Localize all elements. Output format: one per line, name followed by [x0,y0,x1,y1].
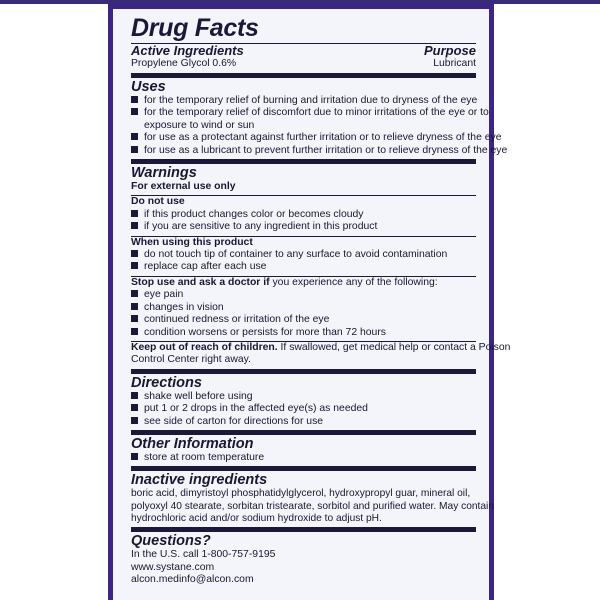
purpose-value: Lubricant [433,58,476,69]
bullet-icon [131,262,138,269]
list-item: do not touch tip of container to any surface to avoid contamination [131,249,476,261]
list-item: for use as a lubricant to prevent further irritation or to relieve dryness of the eye [131,145,476,157]
email-link[interactable]: alcon.medinfo@alcon.com [131,574,254,586]
questions-section [131,533,476,586]
bullet-icon [131,146,138,153]
inactive-ingredients-line: polyoxyl 40 stearate, sorbitan tristearate, sorbitol and purified water. May contain [131,500,494,512]
website-link[interactable]: www.systane.com [131,561,215,573]
list-item-continuation: exposure to wind or sun [144,119,255,131]
active-ingredient-row [131,58,476,70]
directions-section [131,375,476,428]
list-item: continued redness or irritation of the eye [131,314,476,326]
do-not-use-heading: Do not use [131,196,185,208]
list-item: if you are sensitive to any ingredient in this product [131,221,476,233]
uses-heading: Uses [131,79,166,95]
uses-section [131,79,508,157]
bullet-icon [131,222,138,229]
list-item: condition worsens or persists for more than 72 hours [131,327,476,339]
bullet-icon [131,328,138,335]
bullet-icon [131,210,138,217]
bullet-icon [131,453,138,460]
list-item: see side of carton for directions for use [131,416,476,428]
inactive-ingredients-section [131,472,494,525]
inactive-ingredients-heading: Inactive ingredients [131,472,268,489]
bullet-icon [131,392,138,399]
bullet-icon [131,96,138,103]
bullet-icon [131,315,138,322]
drug-facts-content [131,13,511,586]
directions-heading: Directions [131,374,202,391]
list-item: replace cap after each use [131,261,476,273]
active-ingredients-heading: Active Ingredients [131,43,244,58]
warnings-section [131,165,511,367]
bullet-icon [131,404,138,411]
active-ingredients-header [131,44,476,58]
active-ingredient: Propylene Glycol 0.6% [131,58,237,69]
bullet-icon [131,303,138,310]
when-using-heading: When using this product [131,236,253,248]
list-item: shake well before using [131,391,476,403]
section-divider [131,527,476,532]
list-item: for the temporary relief of burning and irritation due to dryness of the eye [131,95,476,107]
list-item: store at room temperature [131,452,476,464]
inactive-ingredients-line: boric acid, dimyristoyl phosphatidylglycerol, hydroxypropyl guar, mineral oil, [131,488,471,500]
external-use-note: For external use only [131,181,236,193]
section-divider [131,430,476,435]
section-divider [131,73,476,78]
bullet-icon [131,108,138,115]
list-item: changes in vision [131,302,476,314]
list-item: for the temporary relief of discomfort due to minor irritations of the eye or to [131,107,476,119]
inactive-ingredients-line: hydrochloric acid and/or sodium hydroxide to adjust pH. [131,512,382,524]
keep-out-warning-cont: Control Center right away. [131,354,251,366]
bullet-icon [131,290,138,297]
warnings-heading: Warnings [131,165,197,182]
list-item: if this product changes color or becomes cloudy [131,209,476,221]
bullet-icon [131,133,138,140]
section-divider [131,466,476,471]
section-divider [131,159,476,164]
list-item: eye pain [131,289,476,301]
drug-facts-title: Drug Facts [131,14,259,42]
other-information-section [131,436,476,464]
questions-heading: Questions? [131,533,211,550]
keep-out-warning: Keep out of reach of children. If swallowed, get medical help or contact a Poison [131,341,511,353]
list-item: put 1 or 2 drops in the affected eye(s) as needed [131,403,476,415]
section-divider [131,369,476,374]
bullet-icon [131,417,138,424]
list-item: for use as a protectant against further irritation or to relieve dryness of the eye [131,132,476,144]
other-information-heading: Other Information [131,435,254,452]
stop-use-heading: Stop use and ask a doctor if you experience any of the following: [131,276,438,288]
phone-number: In the U.S. call 1-800-757-9195 [131,549,276,561]
bullet-icon [131,250,138,257]
purpose-heading: Purpose [423,43,476,58]
